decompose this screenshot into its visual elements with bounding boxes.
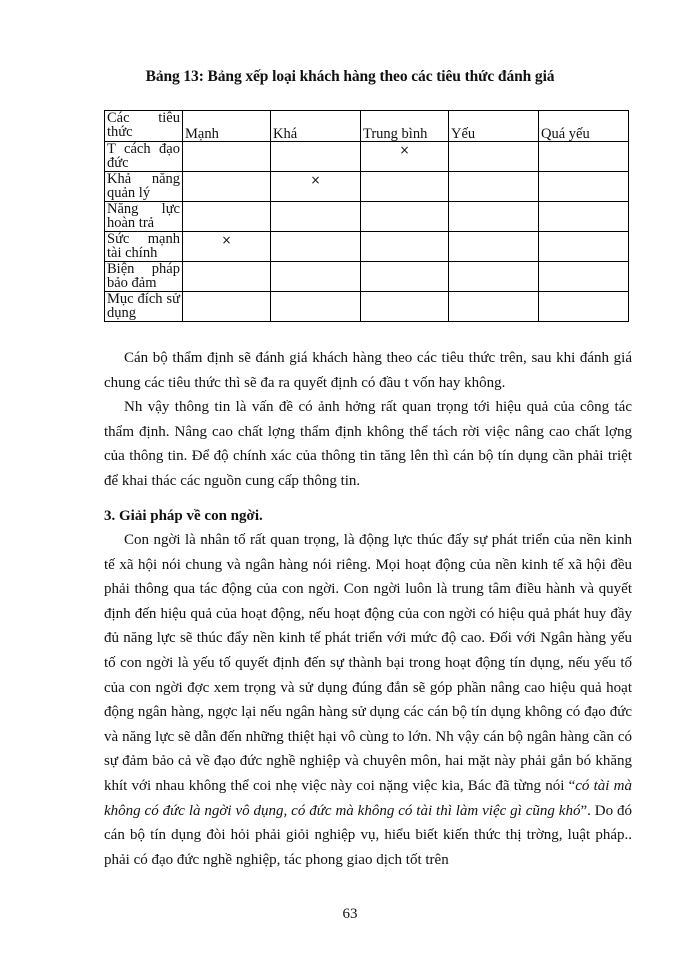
table-cell bbox=[183, 172, 271, 202]
cross-mark bbox=[541, 172, 626, 174]
table-row bbox=[105, 142, 629, 172]
cross-mark bbox=[541, 202, 626, 204]
table-cell bbox=[449, 172, 539, 202]
table-cell bbox=[271, 292, 361, 322]
table-cell bbox=[183, 202, 271, 232]
cross-mark bbox=[273, 292, 358, 294]
table-row bbox=[105, 232, 629, 262]
row-label-cell bbox=[105, 142, 183, 172]
table-cell bbox=[183, 292, 271, 322]
table-cell bbox=[271, 262, 361, 292]
page-number: 63 bbox=[342, 906, 358, 922]
cross-mark bbox=[185, 202, 268, 204]
cross-mark bbox=[273, 262, 358, 264]
row-label: Sức mạnh tài chính bbox=[107, 231, 180, 261]
table-cell bbox=[361, 172, 449, 202]
cross-mark bbox=[363, 202, 446, 204]
cross-mark bbox=[363, 172, 446, 174]
evaluation-table bbox=[104, 110, 629, 322]
cross-mark bbox=[363, 262, 446, 264]
cross-mark bbox=[185, 292, 268, 294]
paragraph-text: Con ngời là nhân tố rất quan trọng, là động lực thúc đẩy sự phát triển của nền kinh tế xã hội nói chung và ngân hàng nói riêng. Mọi hoạt động của nền kinh tế xã hội đều phải thông qua tác động của con ngời. Con ngời luôn là trung tâm điều hành và quyết định đến hiệu quả của hoạt động, nếu hoạt động của con ngời có hiệu quả phát huy đầy đủ năng lực sẽ thúc đẩy nền kinh tế phát triển với mức độ cao. Đối với Ngân hàng yếu tố con ngời là yếu tố quyết định đến sự thành bại trong hoạt động tín dụng, nếu yếu tố của con ngời đợc xem trọng và sử dụng đúng đắn sẽ góp phần nâng cao hiệu quả hoạt động ngân hàng, ngợc lại nếu ngân hàng sử dụng các cán bộ tín dụng không có đạo đức và năng lực sẽ dẫn đến những thiệt hại vô cùng to lớn. Nh vậy cán bộ ngân hàng cần có sự đảm bảo cả về đạo đức nghề nghiệp và chuyên môn, hai mặt này phải gắn bó khăng khít với nhau không thể coi nhẹ việc này coi nặng việc kia, Bác đã từng nói “ bbox=[104, 532, 632, 794]
cross-mark: × bbox=[310, 173, 321, 187]
table-caption: Bảng 13: Bảng xếp loại khách hàng theo các tiêu thức đánh giá bbox=[145, 68, 555, 85]
table-cell bbox=[361, 202, 449, 232]
table-cell bbox=[449, 262, 539, 292]
table-row bbox=[105, 262, 629, 292]
paragraph: Cán bộ thẩm định sẽ đánh giá khách hàng theo các tiêu thức trên, sau khi đánh giá chung các tiêu thức thì sẽ đa ra quyết định có đầu t vốn hay không. bbox=[104, 350, 632, 391]
table-cell bbox=[361, 292, 449, 322]
table-cell bbox=[539, 202, 629, 232]
section-body-2 bbox=[104, 528, 632, 872]
row-label: T cách đạo đức bbox=[107, 141, 180, 171]
column-header: Quá yếu bbox=[539, 111, 629, 142]
cross-mark bbox=[541, 232, 626, 234]
table-row bbox=[105, 292, 629, 322]
row-label-cell bbox=[105, 262, 183, 292]
row-label: Năng lực hoàn trả bbox=[107, 201, 180, 231]
row-label: Mục đích sử dụng bbox=[107, 291, 180, 321]
cross-mark bbox=[451, 262, 536, 264]
cross-mark bbox=[541, 292, 626, 294]
row-label-cell bbox=[105, 292, 183, 322]
cross-mark bbox=[185, 142, 268, 144]
section-body-1 bbox=[104, 346, 632, 494]
table-cell bbox=[449, 232, 539, 262]
cross-mark bbox=[273, 142, 358, 144]
cross-mark bbox=[363, 292, 446, 294]
paragraph bbox=[104, 528, 632, 872]
table-cell bbox=[539, 142, 629, 172]
column-header: Mạnh bbox=[183, 111, 271, 142]
row-label: Khả năng quản lý bbox=[107, 171, 180, 201]
table-cell bbox=[539, 262, 629, 292]
quote-text: có tài mà không có đức là ngời vô dụng, có đức mà không có tài thì làm việc gì cũng khó bbox=[104, 777, 632, 819]
cross-mark bbox=[451, 172, 536, 174]
cross-mark bbox=[451, 202, 536, 204]
table-cell bbox=[449, 202, 539, 232]
column-header: Yếu bbox=[449, 111, 539, 142]
cross-mark bbox=[363, 232, 446, 234]
table-cell bbox=[449, 142, 539, 172]
cross-mark bbox=[185, 262, 268, 264]
table-cell bbox=[539, 292, 629, 322]
cross-mark bbox=[541, 262, 626, 264]
table-cell bbox=[183, 232, 271, 262]
paragraph-text: ”. Do đó cán bộ tín dụng đòi hỏi phải giỏi nghiệp vụ, hiểu biết kiến thức thị trờng, luật pháp.. phải có đạo đức nghề nghiệp, tác phong giao dịch tốt trên bbox=[104, 802, 632, 868]
column-header: Khá bbox=[271, 111, 361, 142]
row-label-cell bbox=[105, 202, 183, 232]
table-cell bbox=[361, 232, 449, 262]
cross-mark bbox=[451, 142, 536, 144]
table-cell bbox=[539, 172, 629, 202]
paragraph: Nh vậy thông tin là vấn đề có ảnh hởng rất quan trọng tới hiệu quả của công tác thẩm định. Nâng cao chất lợng thẩm định không thể tách rời việc nâng cao chất lợng của thông tin. Để độ chính xác của thông tin tăng lên thì cán bộ tín dụng cần phải triệt để khai thác các nguồn cung cấp thông tin. bbox=[104, 399, 632, 489]
table-cell bbox=[361, 142, 449, 172]
table-cell bbox=[271, 172, 361, 202]
table-cell bbox=[183, 262, 271, 292]
section-heading: 3. Giải pháp về con ngời. bbox=[104, 508, 263, 524]
table-header-row bbox=[105, 111, 629, 142]
cross-mark: × bbox=[399, 143, 410, 157]
table-cell bbox=[449, 292, 539, 322]
table-row bbox=[105, 202, 629, 232]
cross-mark bbox=[273, 232, 358, 234]
table-cell bbox=[539, 232, 629, 262]
table-cell bbox=[271, 232, 361, 262]
column-header: Trung bình bbox=[361, 111, 449, 142]
cross-mark bbox=[451, 292, 536, 294]
row-label-cell bbox=[105, 232, 183, 262]
row-label: Biện pháp bảo đảm bbox=[107, 261, 180, 291]
cross-mark: × bbox=[221, 233, 232, 247]
table-cell bbox=[271, 202, 361, 232]
cross-mark bbox=[541, 142, 626, 144]
row-label-cell bbox=[105, 172, 183, 202]
cross-mark bbox=[185, 172, 268, 174]
table-cell bbox=[271, 142, 361, 172]
table-cell bbox=[183, 142, 271, 172]
corner-header-cell bbox=[105, 111, 183, 142]
cross-mark bbox=[451, 232, 536, 234]
cross-mark bbox=[273, 202, 358, 204]
corner-header: Các tiêu thức bbox=[107, 110, 180, 140]
table-row bbox=[105, 172, 629, 202]
table-cell bbox=[361, 262, 449, 292]
